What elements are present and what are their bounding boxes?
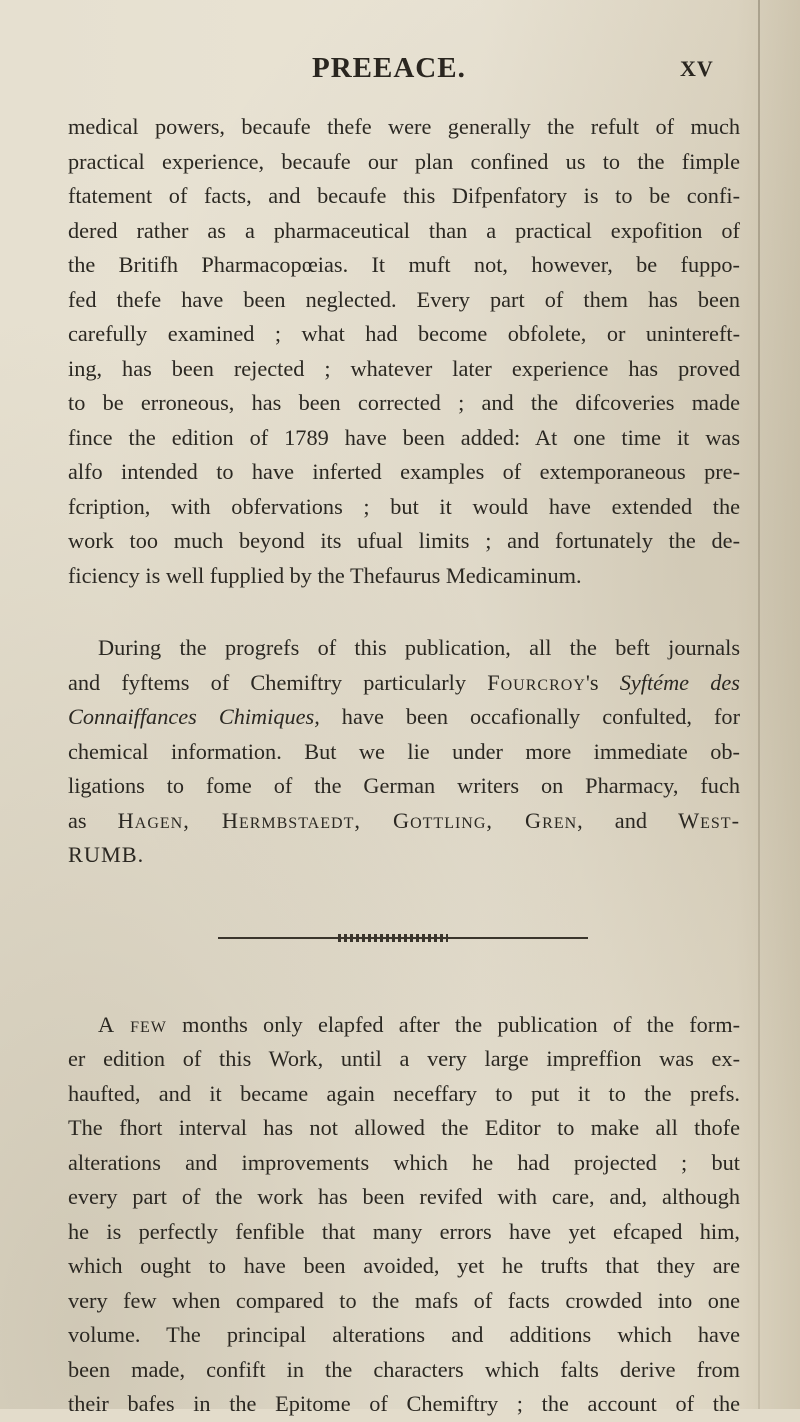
paragraph-1 [68, 110, 740, 593]
text-line: fince the edition of 1789 have been added: At one time it was [68, 424, 740, 450]
text-line: ftatement of facts, and becaufe this Difpenfatory is to be confi- [68, 183, 740, 208]
text-line: RUMB. [68, 842, 145, 867]
text-line: he is perfectly fenfible that many errors have yet efcaped him, [68, 1218, 740, 1244]
text-line: and fyftems of Chemiftry particularly Fourcroy's Syftéme des [68, 669, 740, 695]
text-line: the Britifh Pharmacopœias. It muft not, however, be fuppo- [68, 252, 740, 277]
text-line: alterations and improvements which he had projected ; but [68, 1149, 740, 1175]
text-line: er edition of this Work, until a very large impreffion was ex- [68, 1046, 740, 1071]
text-line: ing, has been rejected ; whatever later experience has proved [68, 355, 740, 381]
text-line: alfo intended to have inferted examples of extemporaneous pre- [68, 459, 740, 484]
text-line: fed thefe have been neglected. Every part of them has been [68, 286, 740, 312]
text-line: as Hagen, Hermbstaedt, Gottling, Gren, and West- [68, 807, 740, 833]
text-line: carefully examined ; what had become obfolete, or unintereft- [68, 321, 740, 346]
body-text [68, 110, 740, 1422]
text-line: haufted, and it became again neceffary to put it to the prefs. [68, 1080, 740, 1106]
book-title: Syftéme des [619, 669, 740, 695]
text-line: been made, confift in the characters which falts derive from [68, 1356, 740, 1382]
text-line: Connaiffances Chimiques, have been occafionally confulted, for [68, 704, 740, 729]
text-line: every part of the work has been revifed with care, and, although [68, 1184, 740, 1209]
text-line: fcription, with obfervations ; but it would have extended the [68, 493, 740, 519]
text-line: During the progrefs of this publication, all the beft journals [98, 635, 740, 660]
text-line: to be erroneous, has been corrected ; and the difcoveries made [68, 390, 740, 415]
text-line: chemical information. But we lie under more immediate ob- [68, 738, 740, 764]
book-title-cont: Connaiffances Chimiques, [68, 704, 320, 729]
text-line: very few when compared to the mafs of facts crowded into one [68, 1287, 740, 1313]
text-line: volume. The principal alterations and additions which have [68, 1322, 740, 1347]
text-line: work too much beyond its ufual limits ; and fortunately the de- [68, 528, 740, 553]
text-line: which ought to have been avoided, yet he trufts that they are [68, 1253, 740, 1278]
lead-in: A few [98, 1011, 167, 1037]
text-line: dered rather as a pharmaceutical than a practical expofition of [68, 217, 740, 243]
text-line: A few months only elapfed after the publication of the form- [98, 1011, 740, 1037]
text-line: The fhort interval has not allowed the Editor to make all thofe [68, 1115, 740, 1140]
text-line: their bafes in the Epitome of Chemiftry ; the account of the [68, 1391, 740, 1416]
section-divider-rule [68, 923, 740, 953]
author-names: Hagen, Hermbstaedt, Gottling, Gren, [117, 807, 584, 833]
text-line: practical experience, becaufe our plan confined us to the fimple [68, 148, 740, 174]
text-line: ficiency is well fupplied by the Thefaurus Medicaminum. [68, 562, 582, 588]
author-name: West- [678, 807, 740, 833]
page-header [0, 42, 800, 82]
text-line: ligations to fome of the German writers on Pharmacy, fuch [68, 773, 740, 798]
paragraph-3 [68, 1008, 740, 1422]
page-number: XV [680, 56, 714, 81]
running-head: PREEACE. [312, 52, 466, 84]
author-name: Fourcroy [487, 669, 586, 695]
page-gutter-shadow [758, 0, 760, 1409]
paragraph-2 [68, 631, 740, 873]
text-line: medical powers, becaufe thefe were generally the refult of much [68, 114, 740, 139]
